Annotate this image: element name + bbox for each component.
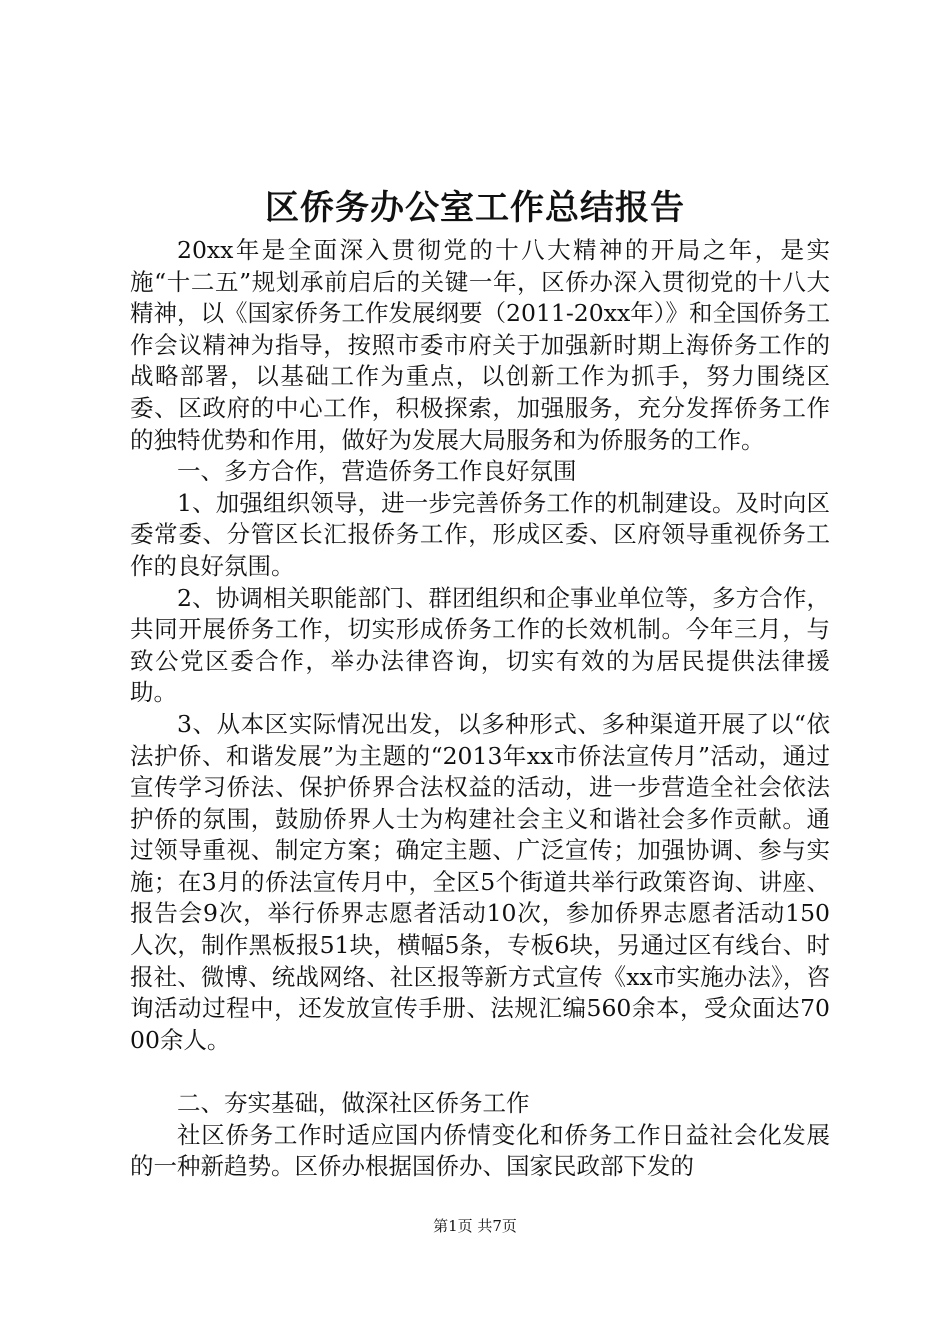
section-heading-1: 一、多方合作，营造侨务工作良好氛围	[177, 457, 577, 486]
document-body	[130, 235, 830, 1183]
item-paragraph-1: 1、加强组织领导，进一步完善侨务工作的机制建设。及时向区委常委、分管区长汇报侨务工作，形成区委、区府领导重视侨务工作的良好氛围。	[130, 488, 830, 580]
paragraph-spacer	[130, 1056, 830, 1088]
intro-paragraph: 20xx年是全面深入贯彻党的十八大精神的开局之年，是实施“十二五”规划承前启后的关键一年，区侨办深入贯彻党的十八大精神，以《国家侨务工作发展纲要（2011-20xx年）》和全国侨务工作会议精神为指导，按照市委市府关于加强新时期上海侨务工作的战略部署，以基础工作为重点，以创新工作为抓手，努力围绕区委、区政府的中心工作，积极探索，加强服务，充分发挥侨务工作的独特优势和作用，做好为发展大局服务和为侨服务的工作。	[130, 236, 830, 454]
section-heading-2: 二、夯实基础，做深社区侨务工作	[177, 1089, 530, 1118]
page-number-footer: 第1页 共7页	[433, 1217, 517, 1235]
item-paragraph-3: 3、从本区实际情况出发，以多种形式、多种渠道开展了以“依法护侨、和谐发展”为主题的“2013年xx市侨法宣传月”活动，通过宣传学习侨法、保护侨界合法权益的活动，进一步营造全社会依法护侨的氛围，鼓励侨界人士为构建社会主义和谐社会多作贡献。通过领导重视、制定方案；确定主题、广泛宣传；加强协调、参与实施；在3月的侨法宣传月中，全区5个街道共举行政策咨询、讲座、报告会9次，举行侨界志愿者活动10次，参加侨界志愿者活动150人次，制作黑板报51块，横幅5条，专板6块，另通过区有线台、时报社、微博、统战网络、社区报等新方式宣传《xx市实施办法》，咨询活动过程中，还发放宣传手册、法规汇编560余本，受众面达7000余人。	[130, 709, 830, 1054]
section-2-paragraph: 社区侨务工作时适应国内侨情变化和侨务工作日益社会化发展的一种新趋势。区侨办根据国侨办、国家民政部下发的	[130, 1120, 830, 1181]
item-paragraph-2: 2、协调相关职能部门、群团组织和企事业单位等，多方合作，共同开展侨务工作，切实形成侨务工作的长效机制。今年三月，与致公党区委合作，举办法律咨询，切实有效的为居民提供法律援助。	[130, 583, 830, 707]
document-title: 区侨务办公室工作总结报告	[265, 188, 685, 228]
